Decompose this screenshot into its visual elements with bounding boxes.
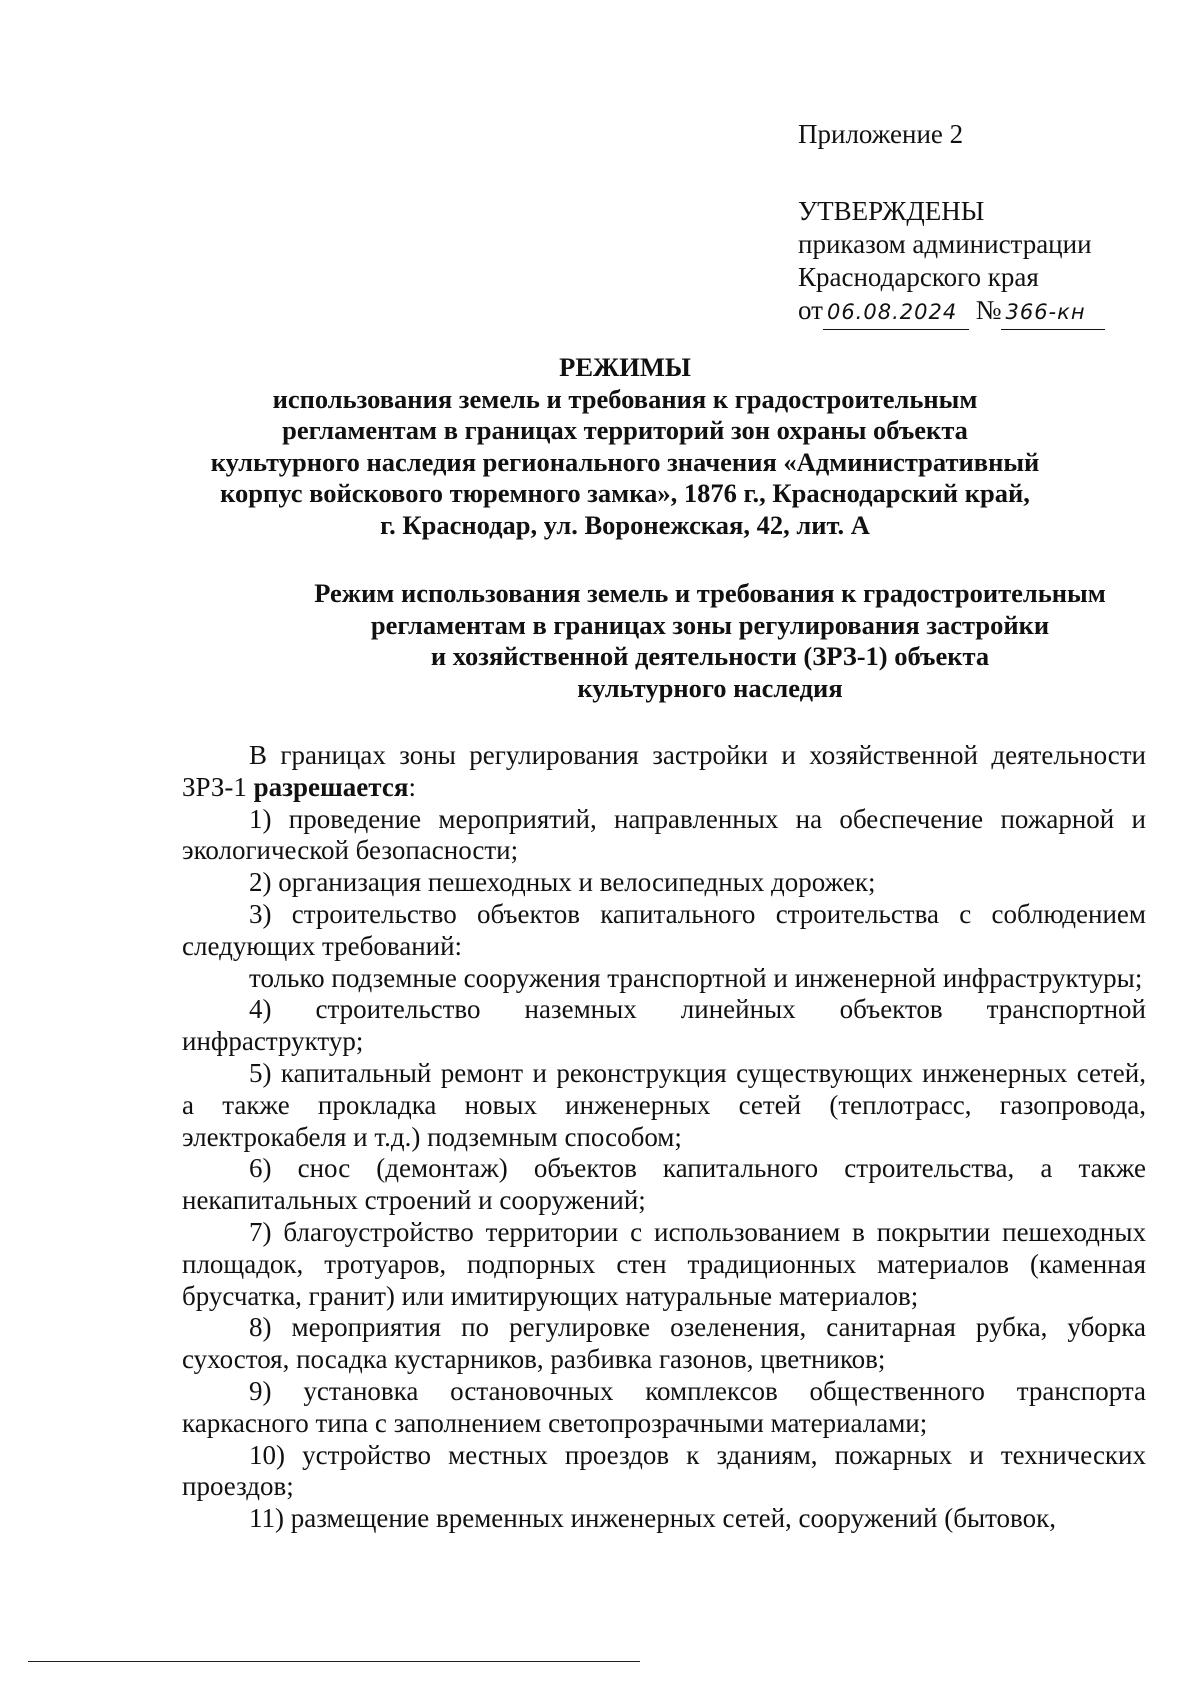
list-item: 3) строительство объектов капитального строительства с соблюдением следующих требований: [182, 898, 1146, 961]
list-item: 6) снос (демонтаж) объектов капитального строительства, а также некапитальных строений и сооружений; [182, 1153, 1146, 1216]
handwritten-date: 06.08.2024 [823, 296, 969, 330]
approved-label: УТВЕРЖДЕНЫ [798, 196, 985, 226]
number-prefix: № [975, 295, 1002, 325]
title-line: культурного наследия регионального значения «Административный [210, 446, 1040, 477]
list-item: 4) строительство наземных линейных объектов транспортной инфраструктур; [182, 994, 1146, 1057]
list-item: 7) благоустройство территории с использованием в покрытии пешеходных площадок, тротуаров, подпорных стен традиционных материалов (каменная брусчатка, гранит) или имитирующих натуральные материалов; [182, 1216, 1146, 1311]
intro-text: В границах зоны регулирования застройки и хозяйственной деятельности ЗРЗ-1 [182, 740, 1146, 802]
title-line: г. Краснодар, ул. Воронежская, 42, лит. А [380, 509, 870, 540]
list-item: 11) размещение временных инженерных сетей, сооружений (бытовок, [249, 1503, 1056, 1534]
date-prefix: от [798, 295, 823, 325]
title-main: РЕЖИМЫ [559, 352, 691, 382]
intro-bold: разрешается [253, 771, 409, 802]
list-item: 1) проведение мероприятий, направленных на обеспечение пожарной и экологической безопасности; [182, 803, 1146, 866]
intro-paragraph [182, 740, 1146, 804]
list-item: 8) мероприятия по регулировке озеленения, санитарная рубка, уборка сухостоя, посадка кустарников, разбивка газонов, цветников; [182, 1312, 1146, 1375]
body-text [182, 740, 1146, 1535]
section-heading [275, 578, 1145, 704]
list-item: 5) капитальный ремонт и реконструкция существующих инженерных сетей, а также прокладка новых инженерных сетей (теплотрасс, газопровода, электрокабеля и т.д.) подземным способом; [182, 1057, 1146, 1152]
document-title [160, 352, 1090, 541]
approval-block [798, 118, 1158, 330]
list-item: 2) организация пешеходных и велосипедных дорожек; [249, 867, 876, 898]
appendix-label: Приложение 2 [798, 119, 964, 149]
handwritten-number: 366-кн [1001, 296, 1105, 330]
list-item: 10) устройство местных проездов к зданиям, пожарных и технических проездов; [182, 1439, 1146, 1502]
date-number-line [798, 294, 1158, 330]
title-line: использования земель и требования к градостроительным [272, 383, 978, 414]
order-line-1: приказом администрации [798, 229, 1092, 259]
list-item: 9) установка остановочных комплексов общественного транспорта каркасного типа с заполнением светопрозрачными материалами; [182, 1375, 1146, 1438]
section-heading-line: культурного наследия [577, 672, 843, 703]
list-item: только подземные сооружения транспортной и инженерной инфраструктуры; [249, 962, 1143, 993]
intro-end: : [408, 771, 416, 802]
section-heading-line: и хозяйственной деятельности (ЗРЗ-1) объекта [430, 641, 990, 671]
section-heading-line: регламентам в границах зоны регулирования застройки [370, 609, 1050, 640]
order-line-2: Краснодарского края [798, 262, 1039, 292]
footer-divider [28, 1661, 640, 1662]
title-line: регламентам в границах территорий зон охраны объекта [282, 415, 968, 445]
title-line: корпус войскового тюремного замка», 1876 г., Краснодарский край, [220, 478, 1030, 508]
section-heading-line: Режим использования земель и требования к градостроительным [314, 578, 1106, 608]
